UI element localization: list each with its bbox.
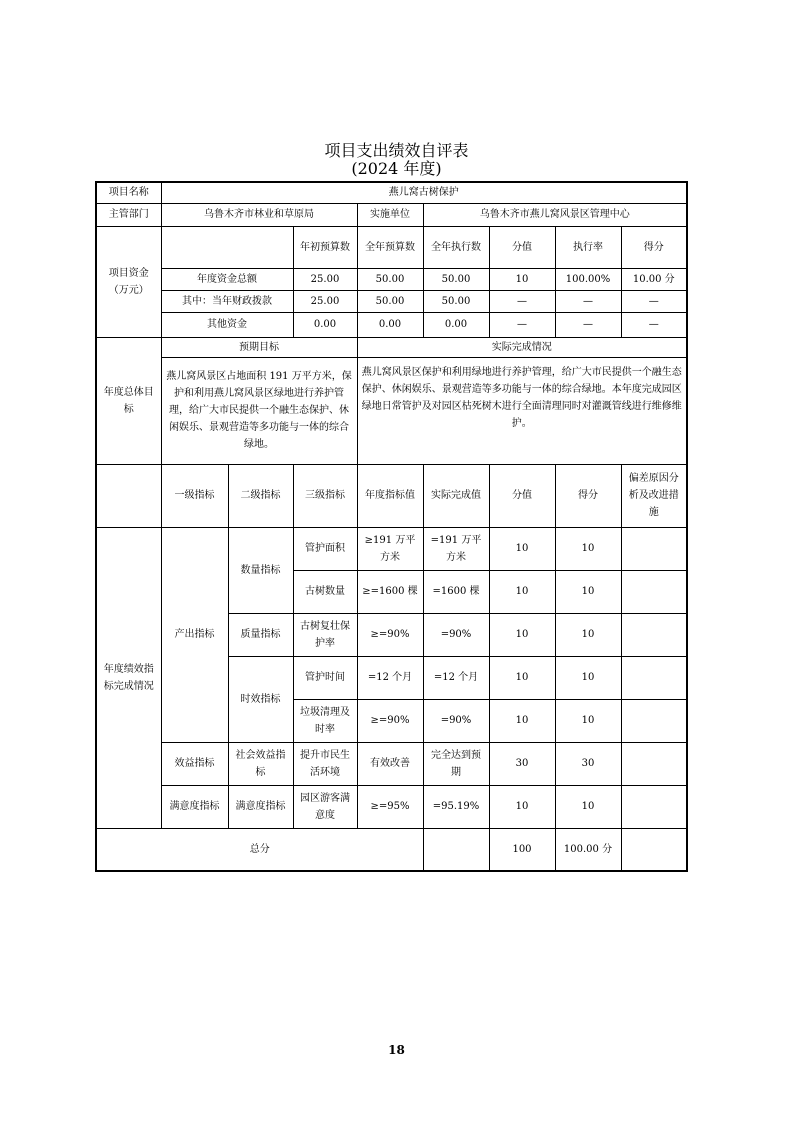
indicator-name: 管护时间 (293, 656, 357, 699)
goals-header-row (96, 337, 687, 357)
indicator-target: ≥=1600 棵 (357, 570, 423, 613)
actual-completion-header: 实际完成情况 (357, 337, 687, 357)
funds-header: 年初预算数 (293, 226, 357, 268)
indicator-name: 园区游客满意度 (293, 785, 357, 828)
page-subtitle: (2024 年度) (351, 159, 442, 178)
total-score: 100.00 分 (555, 828, 621, 871)
funds-cell: 0.00 (293, 312, 357, 337)
indicator-header: 偏差原因分析及改进措施 (621, 464, 687, 527)
indicator-name: 古树数量 (293, 570, 357, 613)
funds-header: 得分 (621, 226, 687, 268)
indicator-note (621, 656, 687, 699)
indicator-weight: 30 (489, 742, 555, 785)
funds-cell: — (555, 290, 621, 312)
funds-cell: 25.00 (293, 268, 357, 290)
indicator-header: 三级指标 (293, 464, 357, 527)
indicator-header: 实际完成值 (423, 464, 489, 527)
indicator-actual: 完全达到预期 (423, 742, 489, 785)
project-name-label: 项目名称 (96, 182, 161, 203)
indicator-note (621, 742, 687, 785)
benefit-indicator-label: 效益指标 (161, 742, 228, 785)
department-label: 主管部门 (96, 203, 161, 226)
actual-completion-text: 燕儿窝风景区保护和利用绿地进行养护管理，给广大市民提供一个融生态保护、休闲娱乐、景观营造等多功能与一体的综合绿地。本年度完成园区绿地日常管护及对园区枯死树木进行全面清理同时对灌溉管线进行维修维护。 (357, 357, 687, 464)
funds-header: 执行率 (555, 226, 621, 268)
indicator-weight: 10 (489, 699, 555, 742)
indicator-row (96, 742, 687, 785)
indicator-header: 二级指标 (228, 464, 293, 527)
indicator-actual: =95.19% (423, 785, 489, 828)
indicator-name: 管护面积 (293, 527, 357, 570)
page-number: 18 (388, 1043, 405, 1057)
funds-cell: 0.00 (423, 312, 489, 337)
indicator-weight: 10 (489, 785, 555, 828)
indicator-score: 10 (555, 656, 621, 699)
funds-row (96, 312, 687, 337)
indicator-score: 30 (555, 742, 621, 785)
indicator-weight: 10 (489, 656, 555, 699)
indicator-target: ≥=90% (357, 613, 423, 656)
funds-row (96, 268, 687, 290)
funds-cell: — (489, 312, 555, 337)
indicator-target: ≥=95% (357, 785, 423, 828)
indicator-score: 10 (555, 613, 621, 656)
indicator-header: 得分 (555, 464, 621, 527)
indicator-weight: 10 (489, 527, 555, 570)
funds-cell: 0.00 (357, 312, 423, 337)
funds-label: 项目资金 （万元） (96, 226, 161, 337)
social-benefit-indicator-label: 社会效益指标 (228, 742, 293, 785)
expected-goal-text: 燕儿窝风景区占地面积 191 万平方米，保护和利用燕儿窝风景区绿地进行养护管理，给广大市民提供一个融生态保护、休闲娱乐、景观营造等多功能与一体的综合绿地。 (161, 357, 357, 464)
timeliness-indicator-label: 时效指标 (228, 656, 293, 742)
funds-cell: — (489, 290, 555, 312)
satisfaction-sub-indicator-label: 满意度指标 (228, 785, 293, 828)
funds-cell: — (621, 290, 687, 312)
page-title: 项目支出绩效自评表 (324, 141, 469, 160)
indicator-row (96, 785, 687, 828)
indicators-corner-cell (96, 464, 161, 527)
funds-cell: 10.00 分 (621, 268, 687, 290)
implementing-unit-value: 乌鲁木齐市燕儿窝风景区管理中心 (423, 203, 687, 226)
funds-cell: 100.00% (555, 268, 621, 290)
funds-cell: 50.00 (357, 268, 423, 290)
indicator-note (621, 570, 687, 613)
indicator-score: 10 (555, 699, 621, 742)
funds-row-label: 年度资金总额 (161, 268, 293, 290)
indicator-header: 一级指标 (161, 464, 228, 527)
funds-cell: 25.00 (293, 290, 357, 312)
funds-cell: 50.00 (423, 268, 489, 290)
funds-cell: 10 (489, 268, 555, 290)
project-name-row (96, 182, 687, 203)
expected-goal-header: 预期目标 (161, 337, 357, 357)
funds-header: 分值 (489, 226, 555, 268)
indicator-note (621, 785, 687, 828)
quantity-indicator-label: 数量指标 (228, 527, 293, 613)
implementing-unit-label: 实施单位 (357, 203, 423, 226)
output-indicator-label: 产出指标 (161, 527, 228, 742)
indicators-header-row (96, 464, 687, 527)
indicator-score: 10 (555, 785, 621, 828)
funds-row-label: 其中：当年财政拨款 (161, 290, 293, 312)
performance-section-label: 年度绩效指标完成情况 (96, 527, 161, 828)
indicator-actual: =12 个月 (423, 656, 489, 699)
department-value: 乌鲁木齐市林业和草原局 (161, 203, 357, 226)
annual-goals-label: 年度总体目标 (96, 337, 161, 464)
total-blank-cell (423, 828, 489, 871)
goals-content-row (96, 357, 687, 464)
funds-header-row (96, 226, 687, 268)
indicator-target: ≥=90% (357, 699, 423, 742)
indicator-actual: =90% (423, 699, 489, 742)
indicator-name: 提升市民生活环境 (293, 742, 357, 785)
quality-indicator-label: 质量指标 (228, 613, 293, 656)
indicator-actual: =191 万平方米 (423, 527, 489, 570)
funds-header: 全年预算数 (357, 226, 423, 268)
project-name-value: 燕儿窝古树保护 (161, 182, 687, 203)
funds-cell: — (555, 312, 621, 337)
funds-row-label: 其他资金 (161, 312, 293, 337)
total-row (96, 828, 687, 871)
indicator-weight: 10 (489, 570, 555, 613)
indicator-header: 年度指标值 (357, 464, 423, 527)
indicator-row (96, 527, 687, 570)
indicator-actual: =90% (423, 613, 489, 656)
department-row (96, 203, 687, 226)
total-label: 总分 (96, 828, 423, 871)
indicator-name: 古树复壮保护率 (293, 613, 357, 656)
funds-cell: 50.00 (357, 290, 423, 312)
funds-cell: 50.00 (423, 290, 489, 312)
indicator-target: =12 个月 (357, 656, 423, 699)
indicator-note (621, 527, 687, 570)
indicator-header: 分值 (489, 464, 555, 527)
indicator-note (621, 613, 687, 656)
indicator-note (621, 699, 687, 742)
total-note-cell (621, 828, 687, 871)
indicator-name: 垃圾清理及时率 (293, 699, 357, 742)
indicator-target: ≥191 万平方米 (357, 527, 423, 570)
funds-corner-cell (161, 226, 293, 268)
funds-header: 全年执行数 (423, 226, 489, 268)
funds-row (96, 290, 687, 312)
funds-cell: — (621, 312, 687, 337)
indicator-score: 10 (555, 570, 621, 613)
indicator-weight: 10 (489, 613, 555, 656)
total-weight: 100 (489, 828, 555, 871)
evaluation-table (95, 181, 688, 872)
satisfaction-indicator-label: 满意度指标 (161, 785, 228, 828)
indicator-score: 10 (555, 527, 621, 570)
indicator-target: 有效改善 (357, 742, 423, 785)
indicator-actual: =1600 棵 (423, 570, 489, 613)
